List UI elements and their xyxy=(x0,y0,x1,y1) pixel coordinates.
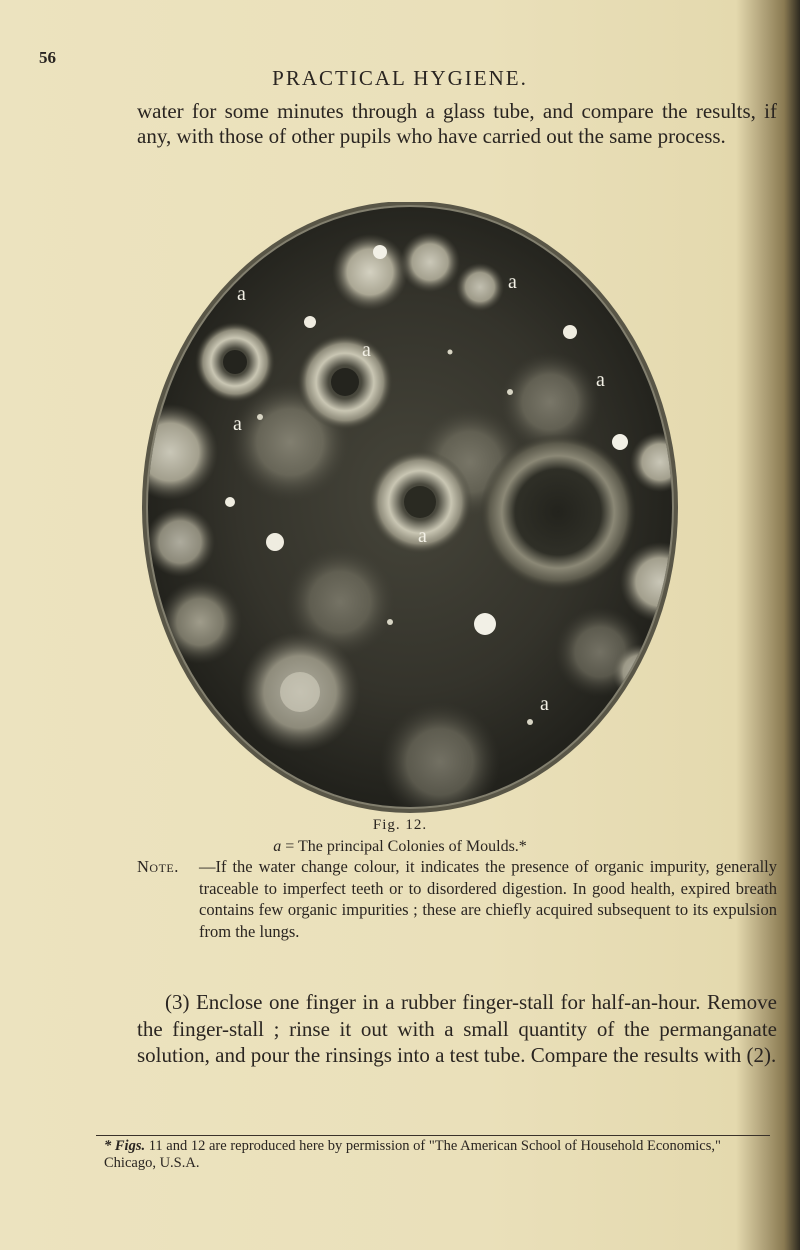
colony-label: a xyxy=(508,271,517,293)
mould-colonies-illustration xyxy=(140,202,680,822)
footnote xyxy=(104,1138,764,1172)
caption-text: = The principal Colonies of Moulds.* xyxy=(281,838,527,855)
figure-number: Fig. 12. xyxy=(372,817,428,833)
footnote-text: 11 and 12 are reproduced here by permission of "The American School of Household Economics," Chicago, U.S.A. xyxy=(104,1138,721,1171)
colony-label: a xyxy=(540,693,549,715)
colony-label: a xyxy=(237,283,246,305)
note-block xyxy=(137,856,777,942)
note-text: —If the water change colour, it indicates the presence of organic impurity, generally traceable to imperfect teeth or to disordered digestion. In good health, expired breath contains few organic impurities ; these are chiefly acquired subsequent to its expulsion from the lungs. xyxy=(199,857,777,941)
colony-label: a xyxy=(362,339,371,361)
caption-letter: a xyxy=(273,838,282,855)
intro-paragraph: water for some minutes through a glass tube, and compare the results, if any, with those of other pupils who have carried out the same process. xyxy=(137,99,777,148)
colony-label: a xyxy=(418,525,427,547)
page-number: 56 xyxy=(39,48,56,67)
footnote-rule xyxy=(96,1135,770,1136)
colony-label: a xyxy=(233,413,242,435)
running-head: PRACTICAL HYGIENE. xyxy=(272,66,528,90)
note-label: Note. xyxy=(137,857,179,876)
paragraph-3: (3) Enclose one finger in a rubber finger-stall for half-an-hour. Remove the finger-stall ; rinse it out with a small quantity of the permanganate solution, and pour the rinsings into a test tube. Compare the results with (2). xyxy=(137,990,777,1067)
footnote-mark: * Figs. xyxy=(104,1138,146,1154)
colony-label: a xyxy=(596,369,605,391)
large-dark-colony xyxy=(480,434,636,590)
petri-dish-figure xyxy=(140,202,680,822)
figure-caption xyxy=(0,838,800,856)
